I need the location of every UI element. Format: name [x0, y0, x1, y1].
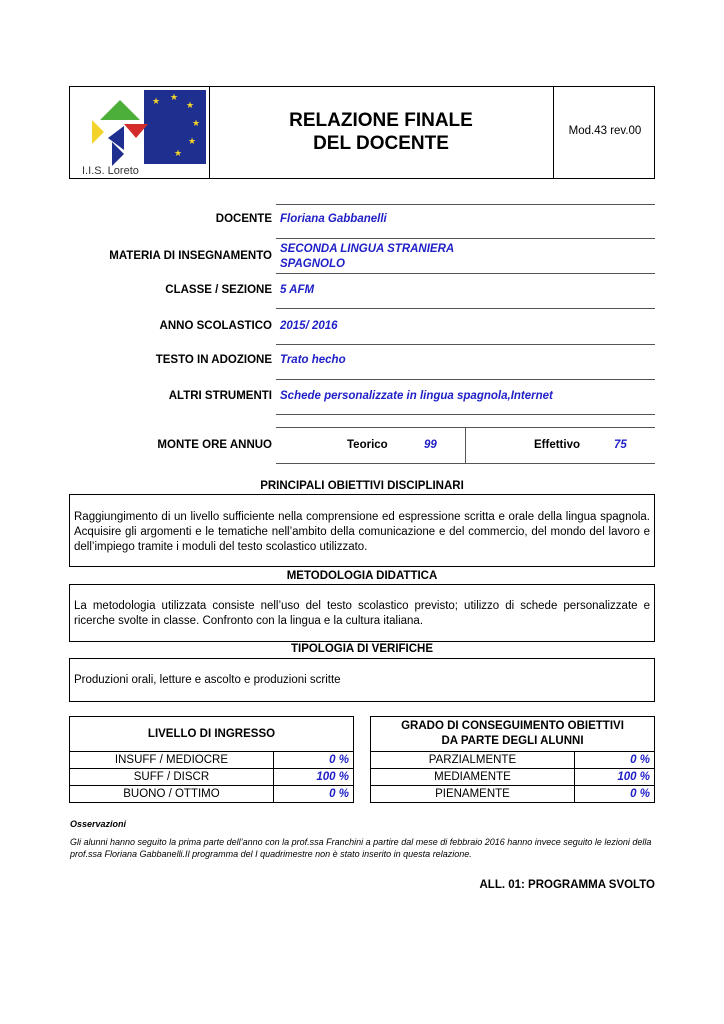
teorico-value: 99	[424, 439, 437, 451]
obiettivi-title: PRINCIPALI OBIETTIVI DISCIPLINARI	[260, 480, 464, 492]
document-title	[211, 109, 551, 155]
docente-value: Floriana Gabbanelli	[280, 213, 387, 225]
svg-text:★: ★	[152, 97, 161, 107]
osservazioni-label: Osservazioni	[70, 819, 127, 829]
materia-value-line2: SPAGNOLO	[280, 258, 345, 270]
table-row	[371, 752, 655, 769]
svg-text:★: ★	[186, 101, 195, 111]
row-divider	[276, 238, 655, 239]
table-row	[70, 786, 354, 803]
livello-ingresso-title: LIVELLO DI INGRESSO	[70, 717, 354, 752]
svg-text:★: ★	[170, 93, 179, 103]
logo-text: I.I.S. Loreto	[82, 165, 139, 176]
table-cell-value: 100 %	[273, 769, 353, 786]
altri-value: Schede personalizzate in lingua spagnola,Internet	[280, 390, 553, 402]
allegato-label: ALL. 01: PROGRAMMA SVOLTO	[479, 879, 655, 891]
row-divider	[276, 273, 655, 274]
table-row	[371, 769, 655, 786]
metodologia-box: La metodologia utilizzata consiste nell’uso del testo scolastico previsto; utilizzo di schede personalizzate e ricerche svolte in classe. Confronto con la lingua e la cultura italiana.	[69, 584, 655, 642]
table-cell-value: 0 %	[574, 786, 654, 803]
teorico-label: Teorico	[347, 439, 388, 451]
anno-value: 2015/ 2016	[280, 320, 338, 332]
module-code: Mod.43 rev.00	[568, 125, 642, 137]
header-divider	[553, 87, 554, 178]
table-cell-label: PARZIALMENTE	[371, 752, 575, 769]
document-header	[69, 86, 655, 179]
grado-title-line1: GRADO DI CONSEGUIMENTO OBIETTIVI	[401, 720, 624, 732]
obiettivi-box: Raggiungimento di un livello sufficiente nella comprensione ed espressione scritta e orale della lingua spagnola. Acquisire gli argomenti e le tematiche nell’ambito della comunicazione e del commercio, del mondo del lavoro e dell’impiego tramite i moduli del testo scolastico utilizzato.	[69, 494, 655, 567]
materia-label: MATERIA DI INSEGNAMENTO	[109, 250, 272, 262]
row-divider	[276, 463, 655, 464]
table-cell-value: 0 %	[574, 752, 654, 769]
header-divider	[209, 87, 210, 178]
table-row	[70, 769, 354, 786]
livello-ingresso-table	[69, 716, 354, 803]
monte-ore-divider	[465, 427, 466, 464]
table-cell-label: SUFF / DISCR	[70, 769, 274, 786]
row-divider	[276, 204, 655, 205]
anno-label: ANNO SCOLASTICO	[159, 320, 272, 332]
title-line2: DEL DOCENTE	[313, 133, 449, 154]
row-divider	[276, 414, 655, 415]
grado-title-line2: DA PARTE DEGLI ALUNNI	[441, 735, 584, 747]
materia-value	[280, 242, 650, 272]
grado-conseguimento-title	[371, 717, 655, 752]
row-divider	[276, 344, 655, 345]
table-cell-label: BUONO / OTTIMO	[70, 786, 274, 803]
materia-value-line1: SECONDA LINGUA STRANIERA	[280, 243, 455, 255]
classe-label: CLASSE / SEZIONE	[165, 284, 272, 296]
row-divider	[276, 308, 655, 309]
table-cell-value: 0 %	[273, 786, 353, 803]
row-divider	[276, 379, 655, 380]
svg-text:★: ★	[192, 119, 201, 129]
testo-label: TESTO IN ADOZIONE	[155, 354, 272, 366]
svg-text:★: ★	[188, 137, 197, 147]
grado-conseguimento-table	[370, 716, 655, 803]
table-row	[371, 786, 655, 803]
table-cell-label: PIENAMENTE	[371, 786, 575, 803]
effettivo-value: 75	[614, 439, 627, 451]
table-row	[70, 752, 354, 769]
monte-ore-label: MONTE ORE ANNUO	[157, 439, 272, 451]
effettivo-label: Effettivo	[534, 439, 580, 451]
classe-value: 5 AFM	[280, 284, 315, 296]
verifiche-title: TIPOLOGIA DI VERIFICHE	[290, 643, 434, 655]
svg-text:★: ★	[174, 149, 183, 159]
altri-label: ALTRI STRUMENTI	[168, 390, 272, 402]
title-line1: RELAZIONE FINALE	[289, 110, 473, 131]
table-cell-value: 0 %	[273, 752, 353, 769]
table-cell-value: 100 %	[574, 769, 654, 786]
docente-label: DOCENTE	[215, 213, 272, 225]
osservazioni-text: Gli alunni hanno seguito la prima parte dell’anno con la prof.ssa Franchini a partire dal mese di febbraio 2016 hanno invece seguito le lezioni della prof.ssa Floriana Gabbanelli.Il programma del I quadrimestre non è stato inserito in questa relazione.	[70, 837, 652, 859]
testo-value: Trato hecho	[280, 354, 346, 366]
table-cell-label: INSUFF / MEDIOCRE	[70, 752, 274, 769]
school-logo	[74, 90, 206, 176]
table-cell-label: MEDIAMENTE	[371, 769, 575, 786]
verifiche-box: Produzioni orali, letture e ascolto e produzioni scritte	[69, 658, 655, 702]
metodologia-title: METODOLOGIA DIDATTICA	[286, 570, 438, 582]
